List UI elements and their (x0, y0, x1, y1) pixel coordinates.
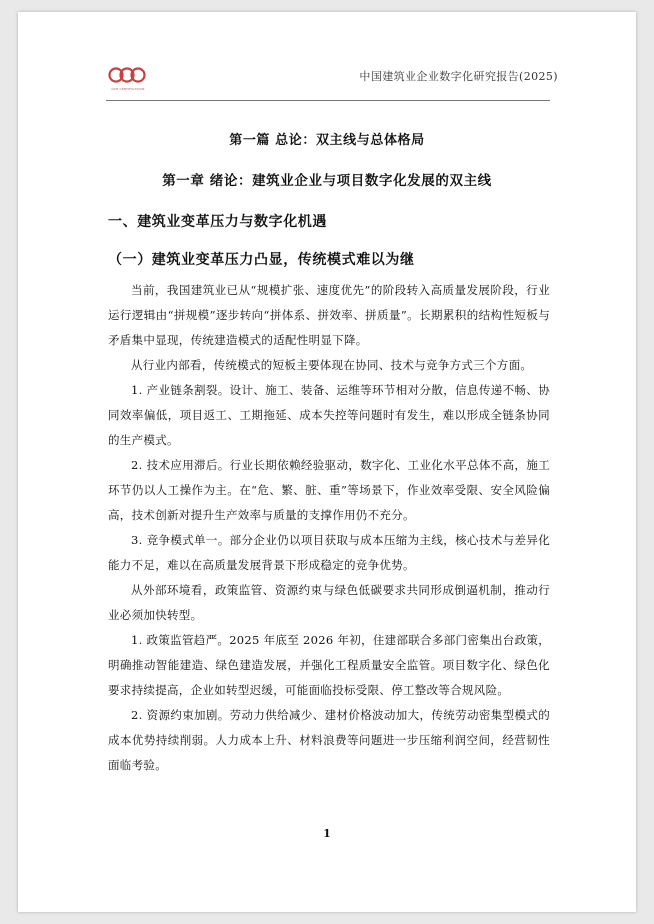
paragraph: 从外部环境看，政策监管、资源约束与绿色低碳要求共同形成倒逼机制，推动行业必须加快转型。 (108, 583, 550, 622)
paragraph: 当前，我国建筑业已从“规模扩张、速度优先”的阶段转入高质量发展阶段，行业运行逻辑由“拼规模”逐步转向“拼体系、拼效率、拼质量”。长期累积的结构性短板与矛盾集中显现，传统建造模式的适配性明显下降。 (108, 283, 550, 347)
subsection-title: （一）建筑业变革压力凸显，传统模式难以为继 (108, 252, 415, 268)
paragraph: 2. 技术应用滞后。行业长期依赖经验驱动，数字化、工业化水平总体不高，施工环节仍以人工操作为主。在“危、繁、脏、重”等场景下，作业效率受限、安全风险偏高，技术创新对提升生产效率与质量的支撑作用仍不充分。 (108, 458, 550, 522)
logo-caption: OCE CERTIFICATION (111, 87, 145, 91)
page-number: 1 (323, 827, 331, 840)
body-text (108, 278, 550, 778)
document-page (18, 12, 636, 912)
paragraph: 1. 政策监管趋严。2025 年底至 2026 年初，住建部联合多部门密集出台政策，明确推动智能建造、绿色建造发展，并强化工程质量安全监管。项目数字化、绿色化要求持续提高，企业如转型迟缓，可能面临投标受限、停工整改等合规风险。 (108, 633, 550, 697)
part-title: 第一篇 总论：双主线与总体格局 (229, 133, 425, 148)
paragraph: 3. 竞争模式单一。部分企业仍以项目获取与成本压缩为主线，核心技术与差异化能力不足，难以在高质量发展背景下形成稳定的竞争优势。 (108, 533, 550, 572)
report-title: 中国建筑业企业数字化研究报告(2025) (359, 70, 558, 83)
paragraph: 1. 产业链条割裂。设计、施工、装备、运维等环节相对分散，信息传递不畅、协同效率偏低，项目返工、工期拖延、成本失控等问题时有发生，难以形成全链条协同的生产模式。 (108, 383, 550, 447)
paragraph: 2. 资源约束加剧。劳动力供给减少、建材价格波动加大，传统劳动密集型模式的成本优势持续削弱。人力成本上升、材料浪费等问题进一步压缩利润空间，经营韧性面临考验。 (108, 708, 550, 772)
oce-logo (108, 64, 146, 86)
header-divider (106, 100, 550, 101)
paragraph: 从行业内部看，传统模式的短板主要体现在协同、技术与竞争方式三个方面。 (131, 358, 533, 372)
chapter-title: 第一章 绪论：建筑业企业与项目数字化发展的双主线 (162, 173, 492, 189)
section-title: 一、建筑业变革压力与数字化机遇 (108, 214, 327, 230)
